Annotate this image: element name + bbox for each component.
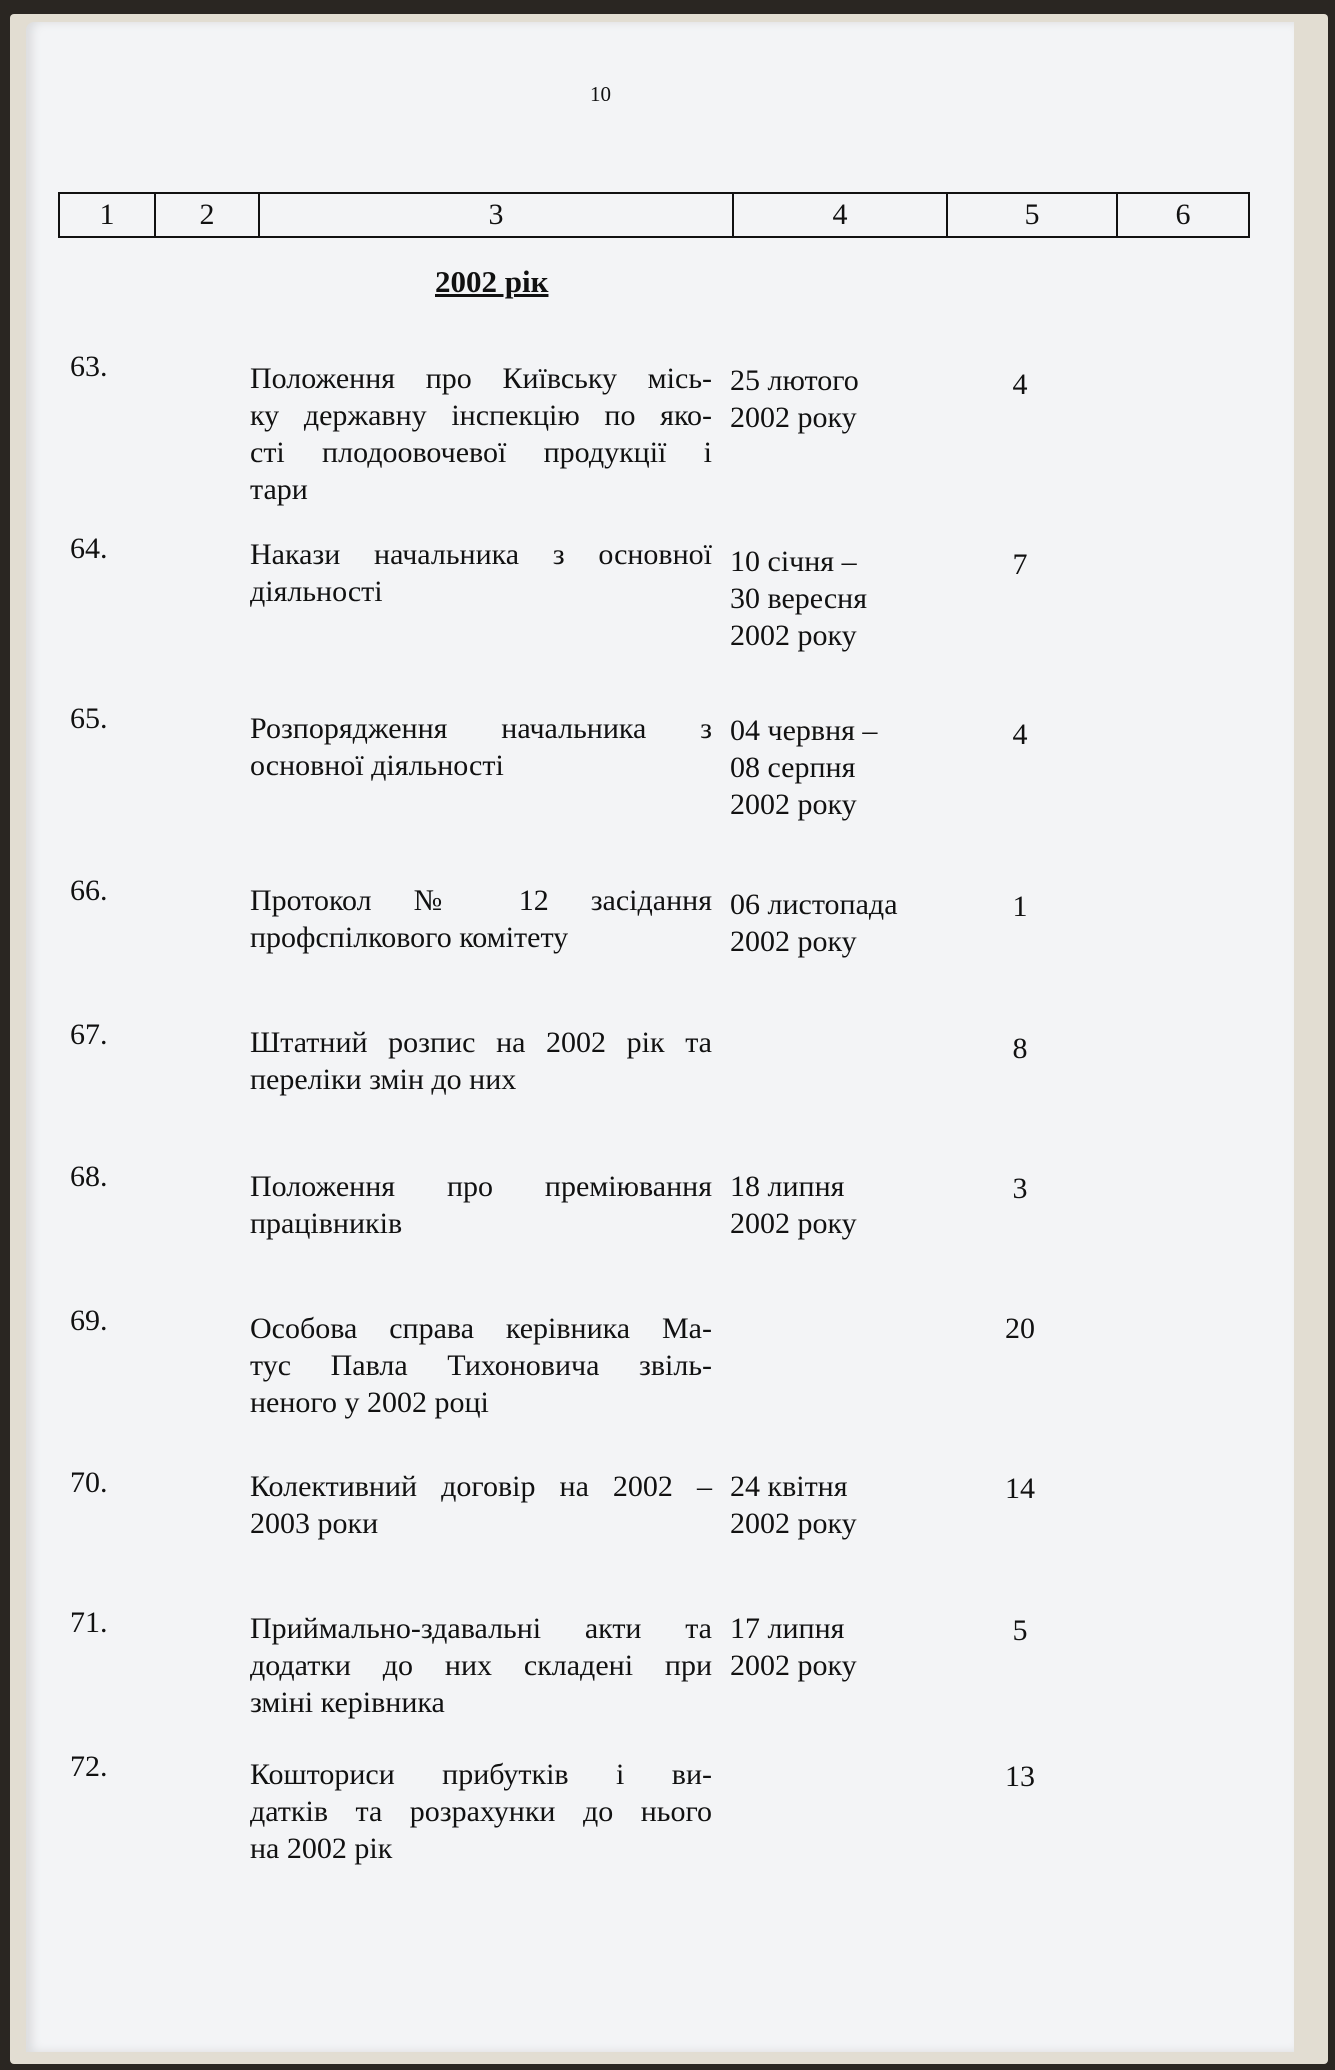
column-header-1: 1 (60, 194, 156, 236)
section-title: 2002 рік (435, 264, 549, 299)
column-header-2: 2 (156, 194, 260, 236)
column-header-3: 3 (260, 194, 734, 236)
column-header-table (58, 192, 1250, 238)
record-count: 20 (1005, 1312, 1035, 1345)
record-date: 24 квітня 2002 року (730, 1470, 857, 1540)
record-title: Протокол № 12 засідання профспілкового комітету (250, 884, 712, 954)
record-count: 7 (1012, 548, 1028, 581)
record-title: Розпорядження начальника з основної діяльності (250, 712, 712, 782)
record-date: 17 липня 2002 року (730, 1612, 857, 1682)
record-title: Особова справа керівника Ма- тус Павла Тихоновича звіль- неного у 2002 році (250, 1312, 712, 1419)
row-number: 71. (70, 1606, 108, 1639)
record-title: Штатний розпис на 2002 рік та переліки змін до них (250, 1026, 712, 1096)
record-title: Положення про Київську місь- ку державну інспекцію по яко- сті плодоовочевої продукції і тари (250, 362, 712, 506)
record-count: 14 (1005, 1472, 1035, 1505)
record-date: 18 липня 2002 року (730, 1170, 857, 1240)
row-number: 68. (70, 1160, 108, 1193)
record-title: Колективний договір на 2002 – 2003 роки (250, 1470, 712, 1540)
record-count: 4 (1012, 718, 1028, 751)
row-number: 70. (70, 1466, 108, 1499)
row-number: 64. (70, 532, 108, 565)
row-number: 67. (70, 1018, 108, 1051)
row-number: 69. (70, 1304, 108, 1337)
record-date: 10 січня – 30 вересня 2002 року (730, 545, 868, 652)
column-header-5: 5 (948, 194, 1118, 236)
record-count: 3 (1012, 1172, 1028, 1205)
record-count: 1 (1012, 890, 1028, 923)
record-count: 13 (1005, 1760, 1035, 1793)
record-date: 06 листопада 2002 року (730, 888, 898, 958)
row-number: 66. (70, 874, 108, 907)
column-header-6: 6 (1175, 198, 1191, 231)
record-count: 5 (1012, 1614, 1028, 1647)
record-count: 4 (1012, 368, 1028, 401)
record-title: Положення про преміювання працівників (250, 1170, 712, 1240)
row-number: 63. (70, 350, 108, 383)
record-date: 25 лютого 2002 року (730, 364, 859, 434)
record-title: Кошториси прибутків і ви- датків та розрахунки до нього на 2002 рік (250, 1758, 712, 1865)
record-title: Накази начальника з основної діяльності (250, 538, 712, 608)
record-title: Приймально-здавальні акти та додатки до них складені при зміні керівника (250, 1612, 712, 1719)
row-number: 65. (70, 702, 108, 735)
column-header-4: 4 (734, 194, 948, 236)
page-number: 10 (590, 82, 611, 106)
record-count: 8 (1012, 1032, 1028, 1065)
record-date: 04 червня – 08 серпня 2002 року (730, 714, 878, 821)
row-number: 72. (70, 1750, 108, 1783)
